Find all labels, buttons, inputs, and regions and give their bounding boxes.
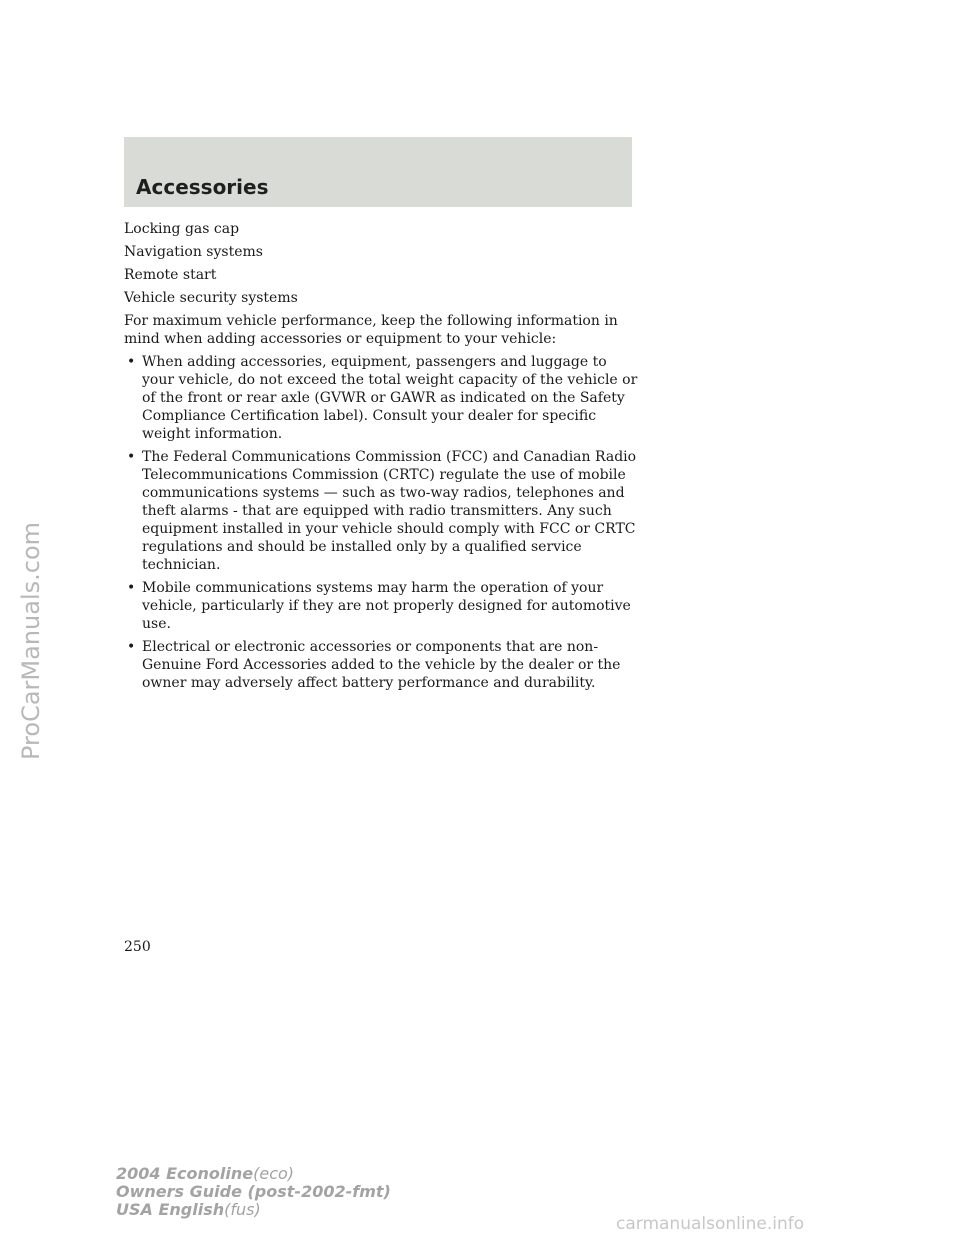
bullet-icon: • xyxy=(127,639,136,655)
bullet-icon: • xyxy=(127,580,136,596)
footer-line-model xyxy=(116,1165,391,1183)
page-number: 250 xyxy=(124,939,151,955)
bullet-icon: • xyxy=(127,354,136,370)
section-header-band xyxy=(124,137,632,207)
bullet-list xyxy=(124,353,639,692)
bullet-text: Electrical or electronic accessories or components that are non-Genuine Ford Accessories added to the vehicle by the dealer or the owner may adversely affect battery performance and durability. xyxy=(142,639,621,691)
document-footer xyxy=(116,1165,391,1219)
list-item xyxy=(124,579,639,633)
intro-paragraph: For maximum vehicle performance, keep the following information in mind when adding accessories or equipment to your vehicle: xyxy=(124,313,618,347)
footer-line-language xyxy=(116,1201,391,1219)
list-item xyxy=(124,638,639,692)
accessory-item: Locking gas cap xyxy=(124,221,240,237)
accessory-item: Navigation systems xyxy=(124,244,263,260)
footer-guide: Owners Guide (post-2002-fmt) xyxy=(116,1182,391,1201)
accessory-item: Vehicle security systems xyxy=(124,290,298,306)
bullet-icon: • xyxy=(127,449,136,465)
section-title: Accessories xyxy=(136,175,269,199)
side-watermark: ProCarManuals.com xyxy=(17,521,45,760)
footer-language-code: (fus) xyxy=(224,1200,261,1219)
bullet-text: Mobile communications systems may harm the operation of your vehicle, particularly if they are not properly designed for automotive use. xyxy=(142,580,631,632)
page-body xyxy=(124,220,639,697)
bullet-text: When adding accessories, equipment, passengers and luggage to your vehicle, do not exceed the total weight capacity of the vehicle or of the front or rear axle (GVWR or GAWR as indicated on the Safety Compliance Certification label). Consult your dealer for specific weight information. xyxy=(142,354,638,442)
footer-model-code: (eco) xyxy=(253,1164,295,1183)
footer-model: 2004 Econoline xyxy=(116,1164,254,1183)
bullet-text: The Federal Communications Commission (FCC) and Canadian Radio Telecommunications Commission (CRTC) regulate the use of mobile communications systems — such as two-way radios, telephones and theft alarms - that are equipped with radio transmitters. Any such equipment installed in your vehicle should comply with FCC or CRTC regulations and should be installed only by a qualified service technician. xyxy=(142,449,637,573)
accessory-item: Remote start xyxy=(124,267,217,283)
footer-language: USA English xyxy=(116,1200,225,1219)
list-item xyxy=(124,353,639,443)
list-item xyxy=(124,448,639,574)
site-watermark: carmanualsonline.info xyxy=(616,1214,805,1234)
